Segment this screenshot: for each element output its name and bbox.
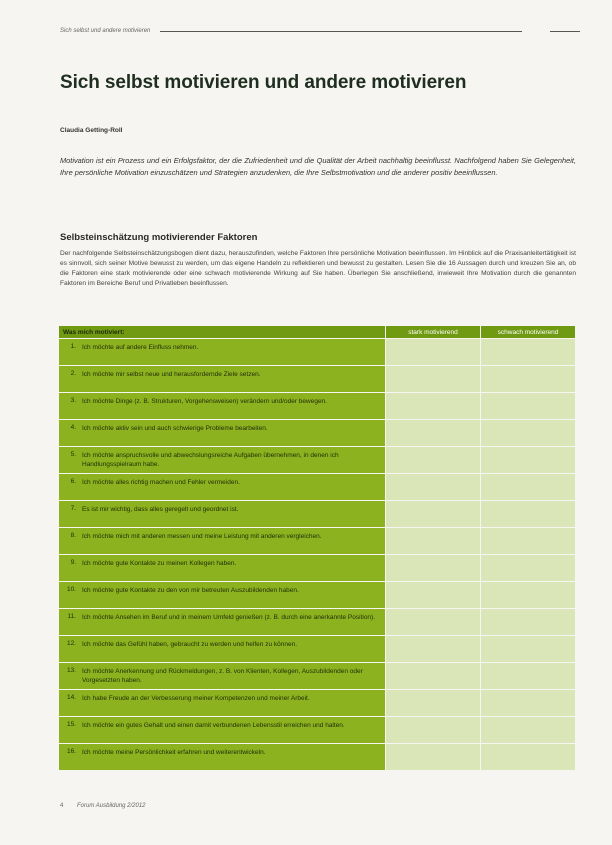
checkbox-strong[interactable] [386,339,480,365]
page-title: Sich selbst motivieren und andere motivieren [60,72,467,93]
statement-cell [59,609,385,635]
statement-number: 3. [70,397,76,404]
author-name: Claudia Getting-Roll [60,127,123,134]
intro-paragraph: Motivation ist ein Prozess und ein Erfolgsfaktor, der die Zufriedenheit und die Qualität der Arbeit nachhaltig beeinflusst. Nachfolgend haben Sie Gelegenheit, Ihre persönliche Motivation einzuschätzen und Strategien anzudenken, die Ihre Selbstmotivation und die anderer positiv beeinflussen. [60,156,576,177]
statement-cell [59,447,385,473]
checkbox-strong[interactable] [386,447,480,473]
statement-text: Ich habe Freude an der Verbesserung meiner Kompetenzen und meiner Arbeit. [82,695,310,702]
statement-text: Ich möchte aktiv sein und auch schwierige Probleme bearbeiten. [82,425,268,432]
statement-number: 6. [70,478,76,485]
statement-text: Ich möchte das Gefühl haben, gebraucht zu werden und helfen zu können. [82,641,298,648]
table-row [59,609,575,635]
checkbox-weak[interactable] [481,447,575,473]
header-rule [160,31,522,32]
checkbox-weak[interactable] [481,636,575,662]
table-row [59,393,575,419]
statement-cell [59,717,385,743]
section-paragraph: Der nachfolgende Selbsteinschätzungsbogen dient dazu, herauszufinden, welche Faktoren Ihre persönliche Motivation beeinflussen. Im Hinblick auf die Praxisanleitertätigkeit ist es sinnvoll, sich seiner Motive bewusst zu werden, um das eigene Handeln zu reflektieren und bewusst zu gestalten. Lesen Sie die 16 Aussagen durch und kreuzen Sie an, ob die Faktoren eine stark motivierende oder eine schwach motivierende Wirkung auf Sie haben. Überlegen Sie anschließend, inwieweit Ihre Motivation durch die genannten Faktoren im Bereiche Beruf und Privatleben beeinflussen. [60,250,576,287]
table-row [59,717,575,743]
checkbox-strong[interactable] [386,636,480,662]
header-label: Was mich motiviert: [59,326,385,338]
statement-cell [59,744,385,770]
statement-text: Es ist mir wichtig, dass alles geregelt und geordnet ist. [82,506,239,513]
checkbox-weak[interactable] [481,690,575,716]
checkbox-weak[interactable] [481,555,575,581]
checkbox-weak[interactable] [481,393,575,419]
statement-number: 2. [70,370,76,377]
header-weak: schwach motivierend [481,326,575,338]
table-row [59,474,575,500]
table-row [59,447,575,473]
statement-cell [59,420,385,446]
statement-text: Ich möchte mir selbst neue und herausfordernde Ziele setzen. [82,371,261,378]
table-row [59,744,575,770]
statement-text: Ich möchte anspruchsvolle und abwechslungsreiche Aufgaben übernehmen, in denen ich Handlungsspielraum habe. [82,452,339,468]
page-number: 4 [60,803,64,809]
checkbox-strong[interactable] [386,420,480,446]
statement-text: Ich möchte gute Kontakte zu den von mir betreuten Auszubildenden haben. [82,587,299,594]
checkbox-strong[interactable] [386,717,480,743]
statement-cell [59,636,385,662]
checkbox-strong[interactable] [386,555,480,581]
statement-cell [59,555,385,581]
statement-number: 12. [66,640,76,647]
statement-text: Ich möchte meine Persönlichkeit erfahren und weiterentwickeln. [82,749,266,756]
checkbox-strong[interactable] [386,744,480,770]
checkbox-weak[interactable] [481,744,575,770]
statement-cell [59,474,385,500]
table-row [59,366,575,392]
statement-number: 10. [66,586,76,593]
motivation-table [58,325,576,771]
table-row [59,690,575,716]
checkbox-strong[interactable] [386,582,480,608]
table-row [59,420,575,446]
statement-text: Ich möchte mich mit anderen messen und meine Leistung mit anderen vergleichen. [82,533,322,540]
statement-cell [59,582,385,608]
table-header-row [59,326,575,338]
checkbox-strong[interactable] [386,528,480,554]
checkbox-weak[interactable] [481,501,575,527]
footer [60,803,146,809]
footer-text: Forum Ausbildung 2/2012 [77,803,146,809]
statement-number: 5. [70,451,76,458]
statement-number: 15. [66,721,76,728]
checkbox-strong[interactable] [386,474,480,500]
checkbox-strong[interactable] [386,501,480,527]
statement-cell [59,501,385,527]
checkbox-weak[interactable] [481,366,575,392]
table-row [59,501,575,527]
statement-text: Ich möchte gute Kontakte zu meinen Kollegen haben. [82,560,237,567]
statement-number: 16. [66,748,76,755]
table-row [59,663,575,689]
statement-cell [59,339,385,365]
statement-number: 14. [66,694,76,701]
table-row [59,339,575,365]
statement-text: Ich möchte Dinge (z. B. Strukturen, Vorgehensweisen) verändern und/oder bewegen. [82,398,327,405]
checkbox-weak[interactable] [481,609,575,635]
statement-number: 4. [70,424,76,431]
statement-cell [59,393,385,419]
statement-text: Ich möchte auf andere Einfluss nehmen. [82,344,199,351]
table-row [59,528,575,554]
statement-cell [59,366,385,392]
statement-number: 8. [70,532,76,539]
checkbox-weak[interactable] [481,474,575,500]
statement-cell [59,663,385,689]
checkbox-strong[interactable] [386,663,480,689]
checkbox-strong[interactable] [386,609,480,635]
checkbox-strong[interactable] [386,393,480,419]
statement-text: Ich möchte Ansehen im Beruf und in meinem Umfeld genießen (z. B. durch eine anerkannte Position). [82,614,376,621]
section-title: Selbsteinschätzung motivierender Faktoren [60,232,258,243]
table-row [59,582,575,608]
statement-text: Ich möchte ein gutes Gehalt und einen damit verbundenen Lebensstil erreichen und halten. [82,722,345,729]
checkbox-weak[interactable] [481,663,575,689]
statement-number: 13. [66,667,76,674]
checkbox-weak[interactable] [481,420,575,446]
checkbox-weak[interactable] [481,717,575,743]
table-row [59,555,575,581]
statement-cell [59,528,385,554]
statement-text: Ich möchte Anerkennung und Rückmeldungen, z. B. von Klienten, Kollegen, Auszubildenden oder Vorgesetzten haben. [82,668,363,684]
statement-number: 9. [70,559,76,566]
checkbox-weak[interactable] [481,528,575,554]
statement-text: Ich möchte alles richtig machen und Fehler vermeiden. [82,479,240,486]
header-rule-short [550,31,580,32]
statement-number: 1. [70,343,76,350]
checkbox-weak[interactable] [481,582,575,608]
running-header-text: Sich selbst und andere motivieren [60,28,151,34]
statement-cell [59,690,385,716]
checkbox-strong[interactable] [386,366,480,392]
checkbox-weak[interactable] [481,339,575,365]
statement-number: 11. [67,613,76,620]
running-header [60,28,580,34]
checkbox-strong[interactable] [386,690,480,716]
statement-number: 7. [70,505,76,512]
header-strong: stark motivierend [386,326,480,338]
table-row [59,636,575,662]
